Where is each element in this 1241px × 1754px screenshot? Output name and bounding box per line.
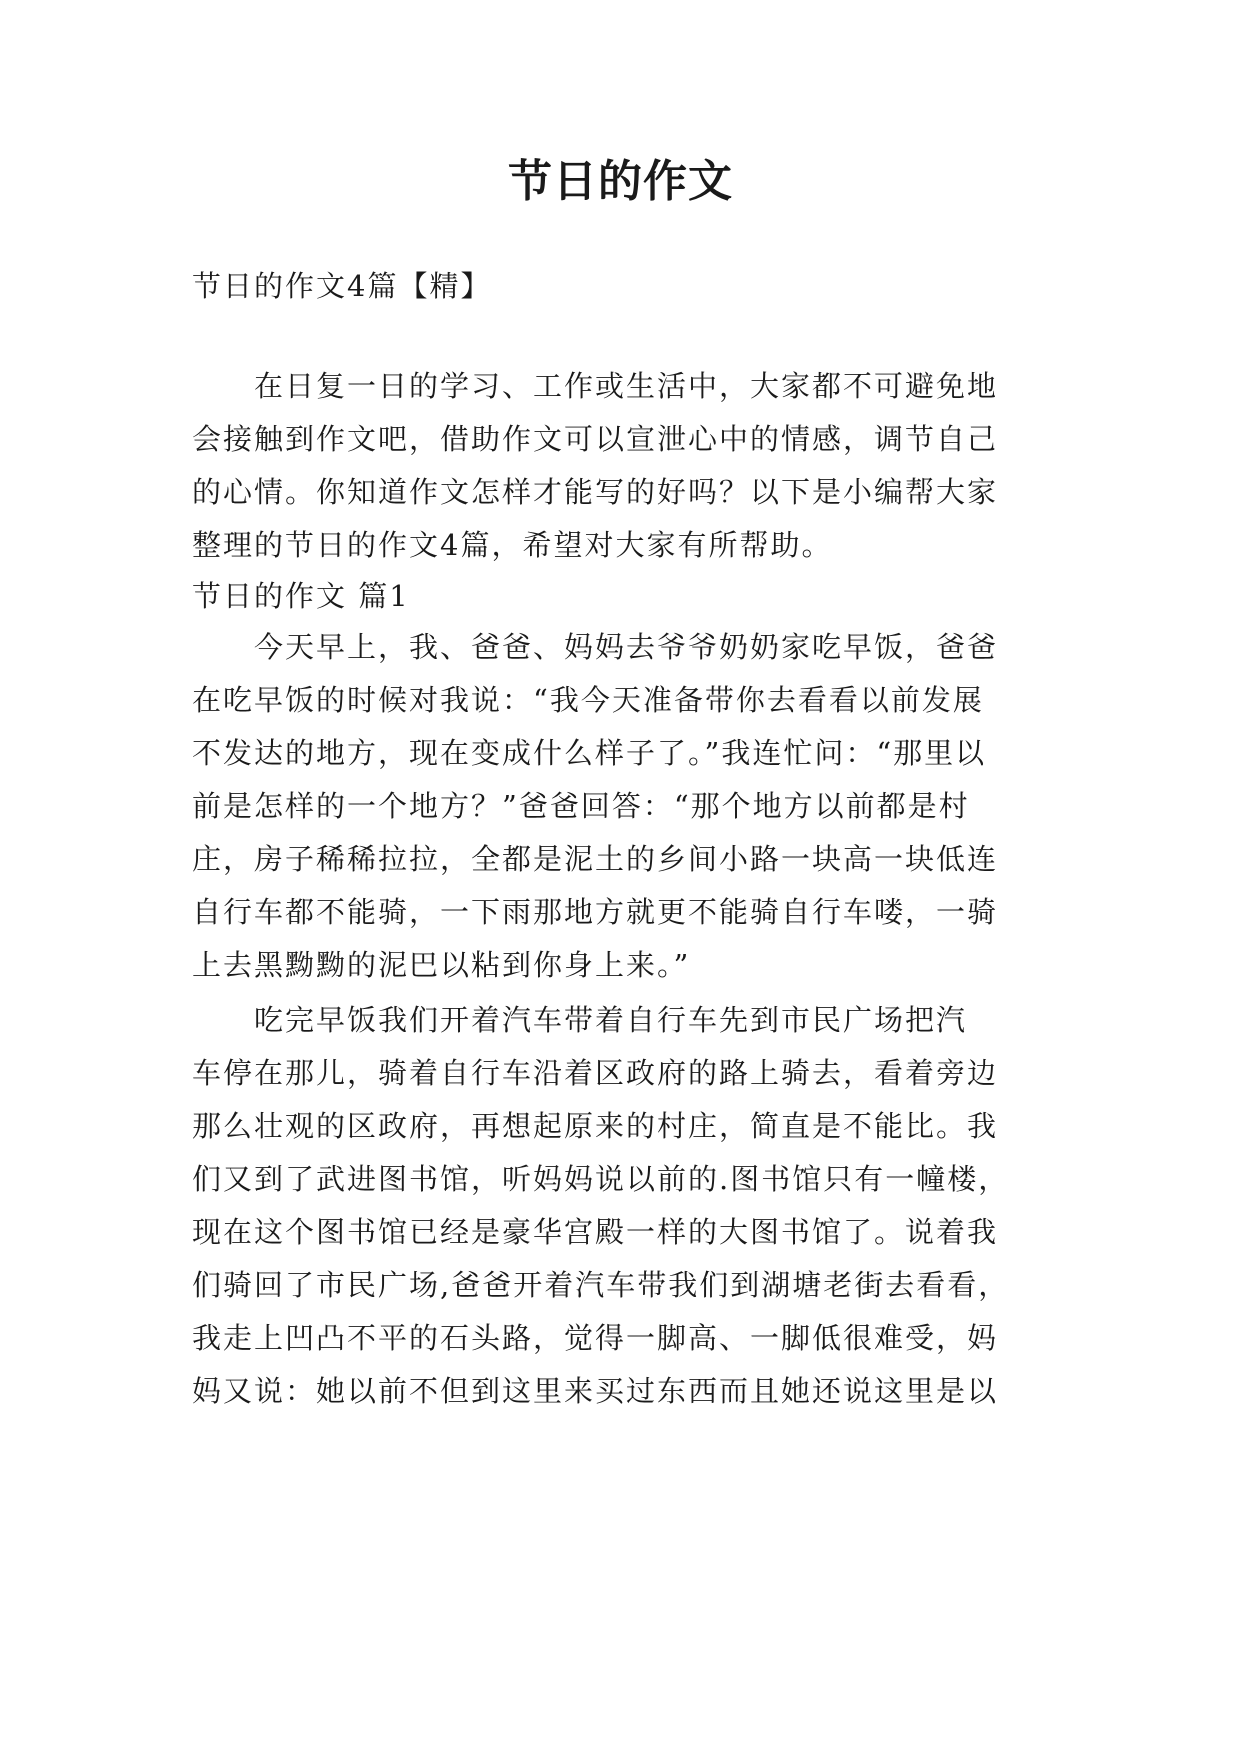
- paragraph-line: 现在这个图书馆已经是豪华宫殿一样的大图书馆了。说着我: [192, 1215, 999, 1249]
- paragraph-line: 前是怎样的一个地方？”爸爸回答：“那个地方以前都是村: [192, 789, 970, 823]
- paragraph-line: 整理的节日的作文4篇，希望对大家有所帮助。: [192, 528, 833, 562]
- paragraph-line: 会接触到作文吧，借助作文可以宣泄心中的情感，调节自己: [192, 422, 999, 456]
- document-subtitle: 节日的作文4篇【精】: [192, 269, 492, 303]
- paragraph-line: 们又到了武进图书馆，听妈妈说以前的.图书馆只有一幢楼，: [192, 1162, 1010, 1196]
- paragraph-line: 妈又说：她以前不但到这里来买过东西而且她还说这里是以: [192, 1374, 999, 1408]
- paragraph-line: 今天早上，我、爸爸、妈妈去爷爷奶奶家吃早饭，爸爸: [254, 630, 999, 664]
- paragraph-line: 自行车都不能骑，一下雨那地方就更不能骑自行车喽，一骑: [192, 895, 999, 929]
- paragraph-line: 们骑回了市民广场,爸爸开着汽车带我们到湖塘老街去看看，: [192, 1268, 1010, 1302]
- paragraph-line: 车停在那儿，骑着自行车沿着区政府的路上骑去，看着旁边: [192, 1056, 999, 1090]
- paragraph-line: 在吃早饭的时候对我说：“我今天准备带你去看看以前发展: [192, 683, 984, 717]
- paragraph-line: 上去黑黝黝的泥巴以粘到你身上来。”: [192, 948, 691, 982]
- paragraph-line: 吃完早饭我们开着汽车带着自行车先到市民广场把汽: [254, 1003, 968, 1037]
- paragraph-line: 那么壮观的区政府，再想起原来的村庄，简直是不能比。我: [192, 1109, 999, 1143]
- paragraph-line: 的心情。你知道作文怎样才能写的好吗？以下是小编帮大家: [192, 475, 999, 509]
- section-heading: 节日的作文 篇1: [192, 579, 410, 613]
- paragraph-line: 我走上凹凸不平的石头路，觉得一脚高、一脚低很难受，妈: [192, 1321, 999, 1355]
- document-title: 节日的作文: [508, 156, 733, 207]
- paragraph-line: 庄，房子稀稀拉拉，全都是泥土的乡间小路一块高一块低连: [192, 842, 999, 876]
- paragraph-line: 不发达的地方，现在变成什么样子了。”我连忙问：“那里以: [192, 736, 987, 770]
- paragraph-line: 在日复一日的学习、工作或生活中，大家都不可避免地: [254, 369, 999, 403]
